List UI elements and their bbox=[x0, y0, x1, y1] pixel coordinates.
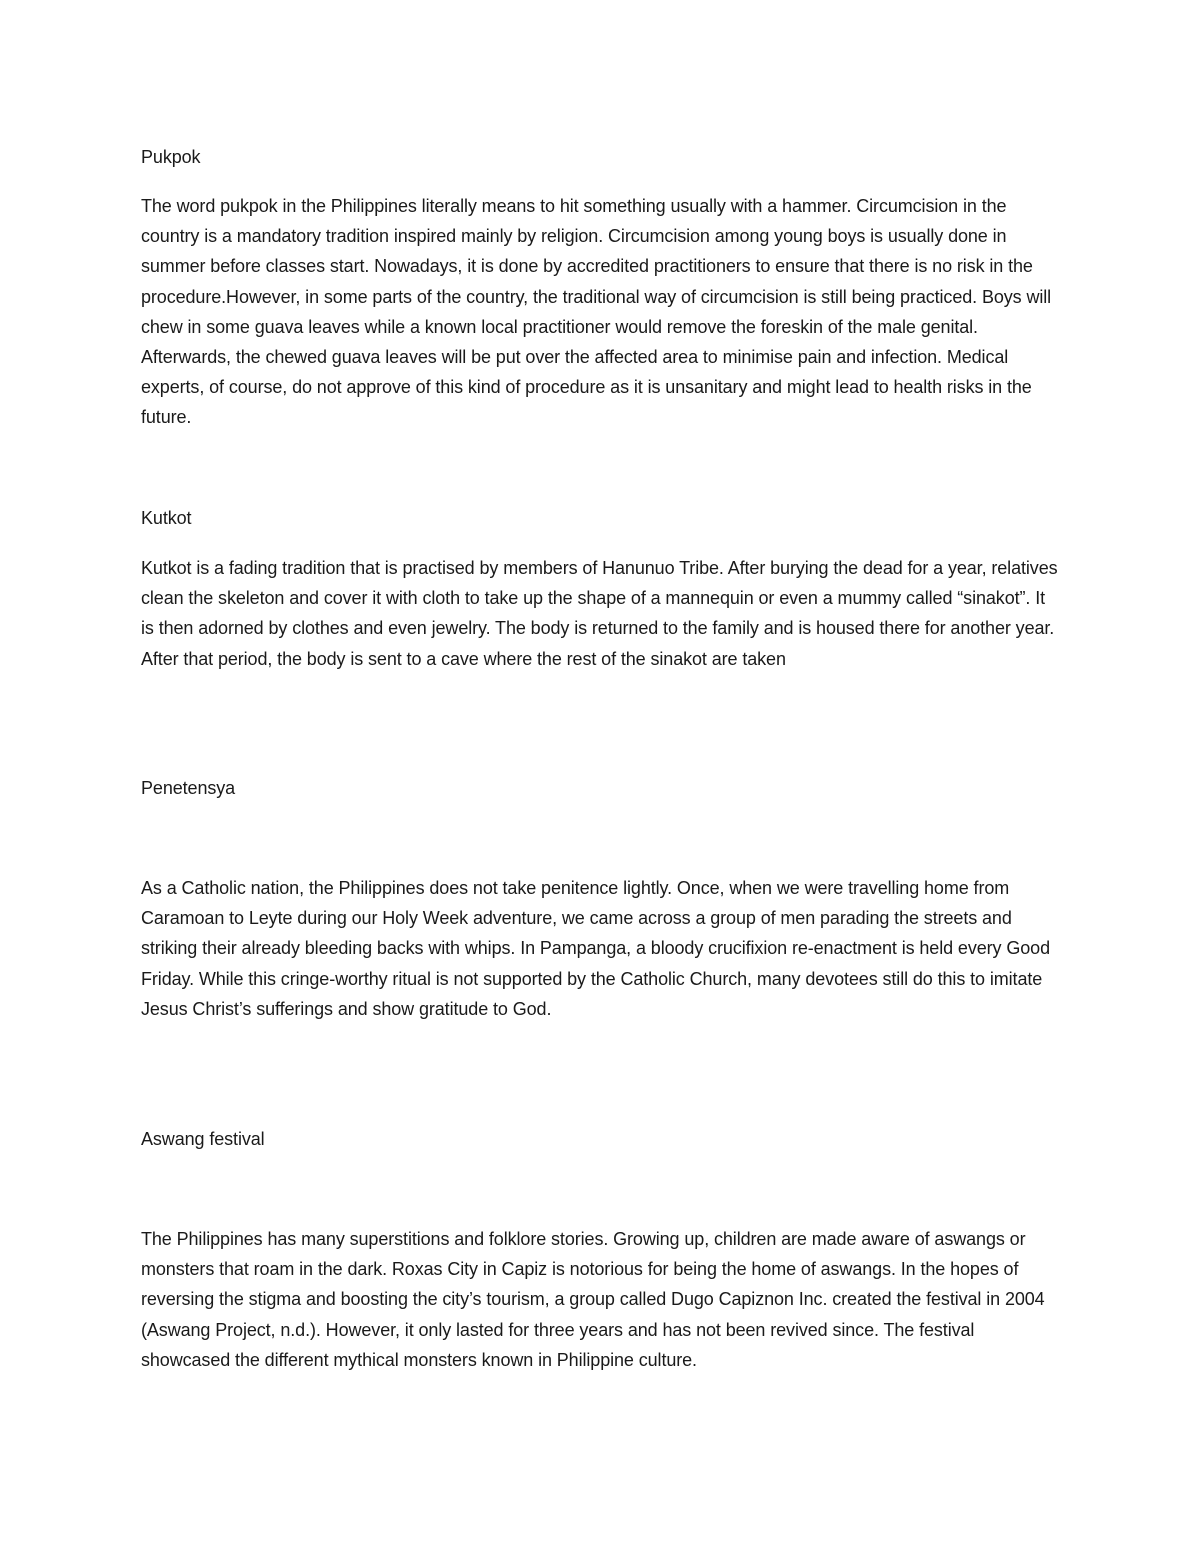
section-body-pukpok: The word pukpok in the Philippines literally means to hit something usually with a hammer. Circumcision in the country is a mandatory tradition inspired mainly by religion. Circumcision among young boys is usually done in summer before classes start. Nowadays, it is done by accredited practitioners to ensure that there is no risk in the procedure.However, in some parts of the country, the traditional way of circumcision is still being practiced. Boys will chew in some guava leaves while a known local practitioner would remove the foreskin of the male genital. Afterwards, the chewed guava leaves will be put over the affected area to minimise pain and infection. Medical experts, of course, do not approve of this kind of procedure as it is unsanitary and might lead to health risks in the future. bbox=[141, 196, 1052, 428]
section-body-aswang-festival: The Philippines has many superstitions and folklore stories. Growing up, children are made aware of aswangs or monsters that roam in the dark. Roxas City in Capiz is notorious for being the home of aswangs. In the hopes of reversing the stigma and boosting the city’s tourism, a group called Dugo Capiznon Inc. created the festival in 2004 (Aswang Project, n.d.). However, it only lasted for three years and has not been revived since. The festival showcased the different mythical monsters known in Philippine culture. bbox=[141, 1229, 1045, 1370]
section-heading-penetensya: Penetensya bbox=[141, 778, 236, 798]
section-body-penetensya: As a Catholic nation, the Philippines does not take penitence lightly. Once, when we were travelling home from Caramoan to Leyte during our Holy Week adventure, we came across a group of men parading the streets and striking their already bleeding backs with whips. In Pampanga, a bloody crucifixion re-enactment is held every Good Friday. While this cringe-worthy ritual is not supported by the Catholic Church, many devotees still do this to imitate Jesus Christ’s sufferings and show gratitude to God. bbox=[141, 878, 1050, 1019]
section-heading-pukpok: Pukpok bbox=[141, 147, 201, 167]
section-heading-aswang-festival: Aswang festival bbox=[141, 1129, 265, 1149]
section-body-kutkot: Kutkot is a fading tradition that is practised by members of Hanunuo Tribe. After burying the dead for a year, relatives clean the skeleton and cover it with cloth to take up the shape of a mannequin or even a mummy called “sinakot”. It is then adorned by clothes and even jewelry. The body is returned to the family and is housed there for another year. After that period, the body is sent to a cave where the rest of the sinakot are taken bbox=[141, 558, 1058, 669]
section-heading-kutkot: Kutkot bbox=[141, 508, 192, 528]
